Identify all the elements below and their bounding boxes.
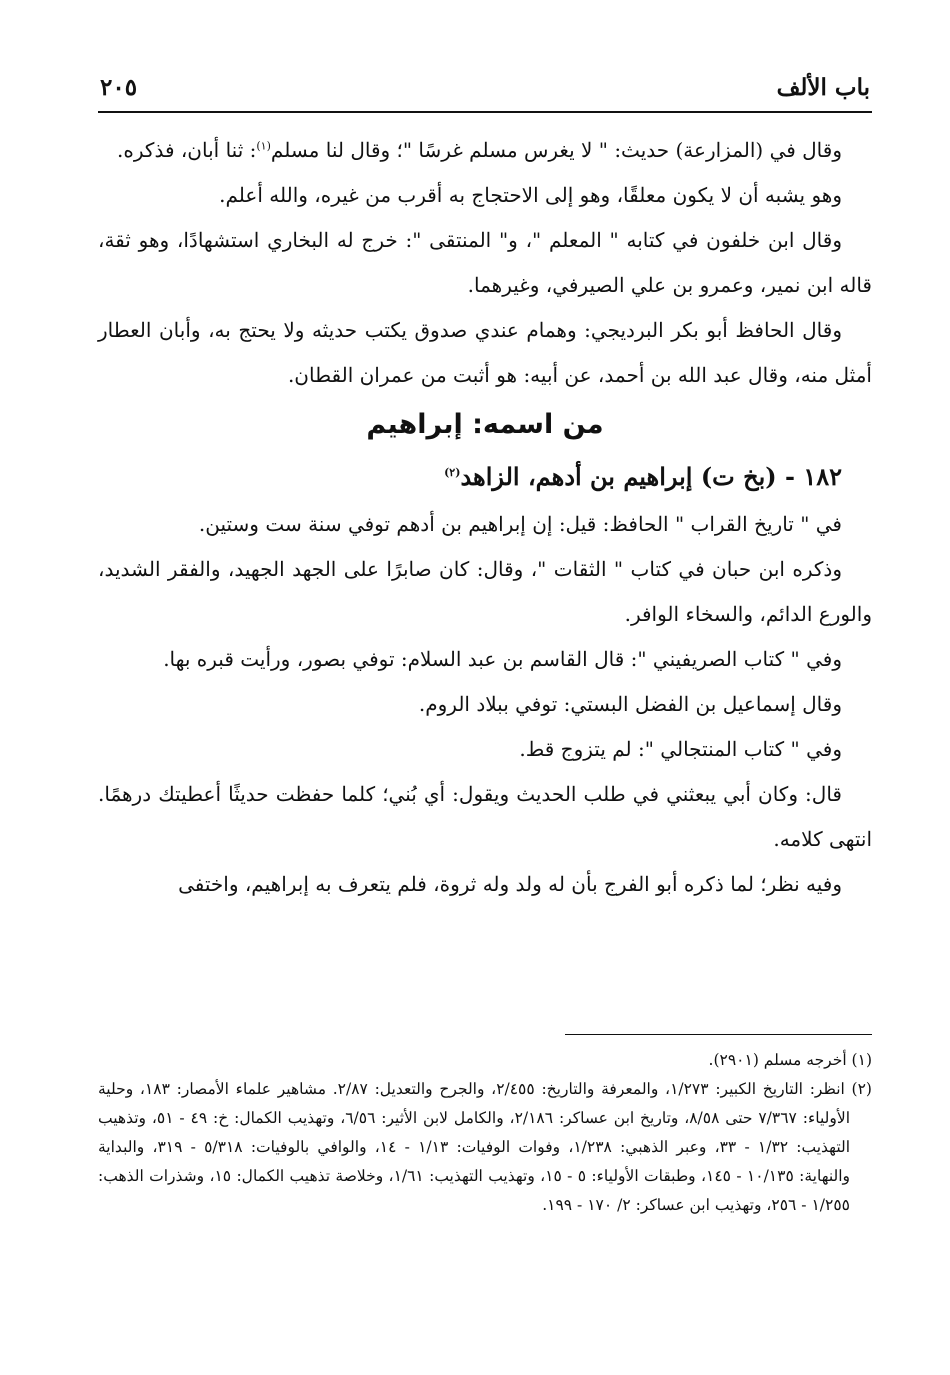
- paragraph: وذكره ابن حبان في كتاب " الثقات "، وقال: كان صابرًا على الجهد الجهيد، والفقر الشديد، والورع الدائم، والسخاء الوافر.: [98, 557, 872, 626]
- paragraph: وقال في (المزارعة) حديث: " لا يغرس مسلم غرسًا "؛ وقال لنا مسلم$^{(١)}$: ثنا أبان، فذكره.: [117, 138, 842, 162]
- footnote-rule: [565, 1034, 872, 1035]
- paragraph: وفي " كتاب الصريفيني ": قال القاسم بن عبد السلام: توفي بصور، ورأيت قبره بها.: [163, 647, 842, 671]
- entry-heading: ١٨٢ - (بخ ت) إبراهيم بن أدهم، الزاهد$^{(٢)}$: [444, 462, 842, 491]
- section-heading: من اسمه: إبراهيم: [366, 409, 604, 440]
- paragraph: وفي " كتاب المنتجالي ": لم يتزوج قط.: [519, 737, 842, 761]
- footnote-ref-2: (٢): [444, 466, 461, 479]
- main-text: [98, 128, 872, 907]
- running-header: [100, 68, 870, 108]
- paragraph: وقال الحافظ أبو بكر البرديجي: وهمام عندي صدوق يكتب حديثه ولا يحتج به، وأبان العطار أمثل منه، وقال عبد الله بن أحمد، عن أبيه: هو أثبت من عمران القطان.: [98, 318, 872, 387]
- header-rule: [98, 111, 872, 113]
- footnote-2: (٢) انظر: التاريخ الكبير: ١/٢٧٣، والمعرفة والتاريخ: ٢/٤٥٥، والجرح والتعديل: ٢/٨٧. مشاهير علماء الأمصار: ١٨٣، وحلية الأولياء: ٧/٣٦٧ حتى ٨/٥٨، وتاريخ ابن عساكر: ٢/١٨٦، والكامل لابن الأثير: ٦/٥٦، وتهذيب الكمال: خ: ٤٩ - ٥١، وتذهيب التهذيب: ١/٣٢ - ٣٣، وعبر الذهبي: ١/٢٣٨، وفوات الوفيات: ١/١٣ - ١٤، والوافي بالوفيات: ٥/٣١٨ - ٣١٩، والبداية والنهاية: ١٠/١٣٥ - ١٤٥، وطبقات الأولياء: ٥ - ١٥، وتهذيب التهذيب: ١/٦١، وخلاصة تذهيب الكمال: ١٥، وشذرات الذهب: ١/٢٥٥ - ٢٥٦، وتهذيب ابن عساكر: ٢/ ١٧٠ - ١٩٩.: [98, 1080, 872, 1214]
- paragraph: وقال ابن خلفون في كتابه " المعلم "، و" المنتقى ": خرج له البخاري استشهادًا، وهو ثقة، قاله ابن نمير، وعمرو بن علي الصيرفي، وغيرهما.: [98, 228, 872, 297]
- page-number: ٢٠٥: [100, 74, 138, 101]
- footnote-1: (١) أخرجه مسلم (٢٩٠١).: [708, 1051, 872, 1069]
- paragraph: وفيه نظر؛ لما ذكره أبو الفرج بأن له ولد وله ثروة، فلم يتعرف به إبراهيم، واختفى: [178, 872, 842, 896]
- footnote-ref-1: (١): [256, 139, 271, 153]
- paragraph: قال: وكان أبي يبعثني في طلب الحديث ويقول: أي بُني؛ كلما حفظت حديثًا أعطيتك درهمًا. انتهى كلامه.: [98, 782, 872, 851]
- footnotes: [98, 1046, 872, 1220]
- chapter-title: باب الألف: [776, 74, 870, 101]
- paragraph: وهو يشبه أن لا يكون معلقًا، وهو إلى الاحتجاج به أقرب من غيره، والله أعلم.: [219, 183, 842, 207]
- paragraph: وقال إسماعيل بن الفضل البستي: توفي ببلاد الروم.: [418, 692, 842, 716]
- paragraph: في " تاريخ القراب " الحافظ: قيل: إن إبراهيم بن أدهم توفي سنة ست وستين.: [198, 512, 842, 536]
